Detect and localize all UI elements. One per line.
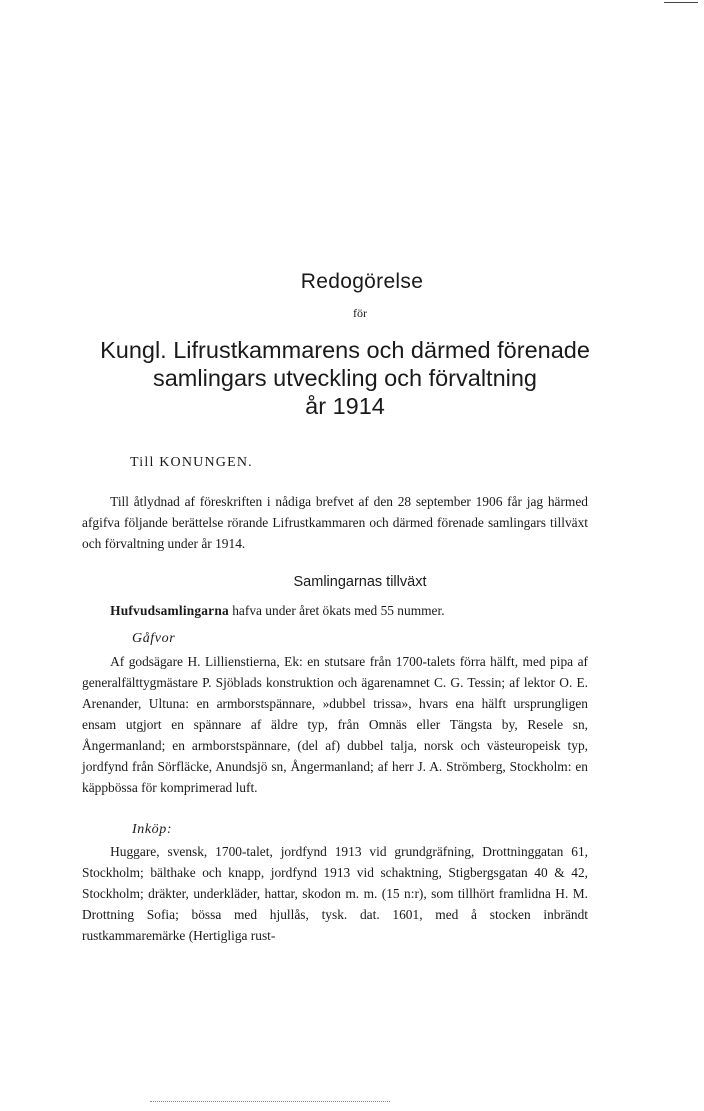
- main-title: [0, 336, 704, 420]
- page-bottom-rule: [150, 1101, 390, 1102]
- hufvud-term: Hufvudsamlingarna: [110, 603, 229, 618]
- hufvud-text: hafva under året ökats med 55 nummer.: [228, 603, 445, 618]
- inkop-paragraph: Huggare, svensk, 1700-talet, jordfynd 1913 vid grundgräfning, Drottninggatan 61, Stockholm; bälthake och knapp, jordfynd 1913 vid schaktning, Stigbergsgatan 40 & 42, Stockholm; dräkter, underkläder, hattar, skodon m. m. (15 n:r), som tillhört framlidna H. M. Drottning Sofia; bössa med hjullås, tysk. dat. 1601, med å stocken inbrändt rustkammaremärke (Hertigliga rust-: [82, 844, 588, 943]
- section-heading: Samlingarnas tillväxt: [293, 574, 427, 590]
- intro-paragraph: Till åtlydnad af föreskriften i nådiga brefvet af den 28 september 1906 får jag härmed afgifva följande berättelse rörande Lifrustkammaren och därmed förenade samlingars tillväxt och förvaltning under år 1914.: [82, 494, 588, 551]
- inkop-heading: Inköp:: [132, 822, 173, 837]
- hufvud-paragraph: [82, 600, 588, 621]
- salutation: Till KONUNGEN.: [130, 455, 253, 470]
- gafvor-paragraph: Af godsägare H. Lillienstierna, Ek: en stutsare från 1700-talets förra hälft, med pipa af generalfälttygmästare P. Sjöblads konstruktion och ägarenamnet C. G. Tessin; af lektor O. E. Arenander, Ultuna: en armborstspännare, »dubbel trissa», hvars ena hälft ursprungligen ensam utgjort en spännare af äldre typ, från Omnäs eller Tängsta by, Resele sn, Ångermanland; en armborstspännare, (del af) dubbel talja, norsk och västeuropeisk typ, jordfynd från Sörfläcke, Anundsjö sn, Ångermanland; af herr J. A. Strömberg, Stockholm: en käppbössa för komprimerad luft.: [82, 654, 588, 795]
- corner-rule: [664, 2, 698, 3]
- title-for: för: [353, 306, 367, 320]
- document-title: Redogörelse: [300, 270, 424, 293]
- main-title-line-3: år 1914: [305, 393, 385, 419]
- main-title-line-1: Kungl. Lifrustkammarens och därmed förenade: [100, 337, 590, 363]
- gafvor-heading: Gåfvor: [132, 631, 176, 646]
- main-title-line-2: samlingars utveckling och förvaltning: [152, 365, 538, 391]
